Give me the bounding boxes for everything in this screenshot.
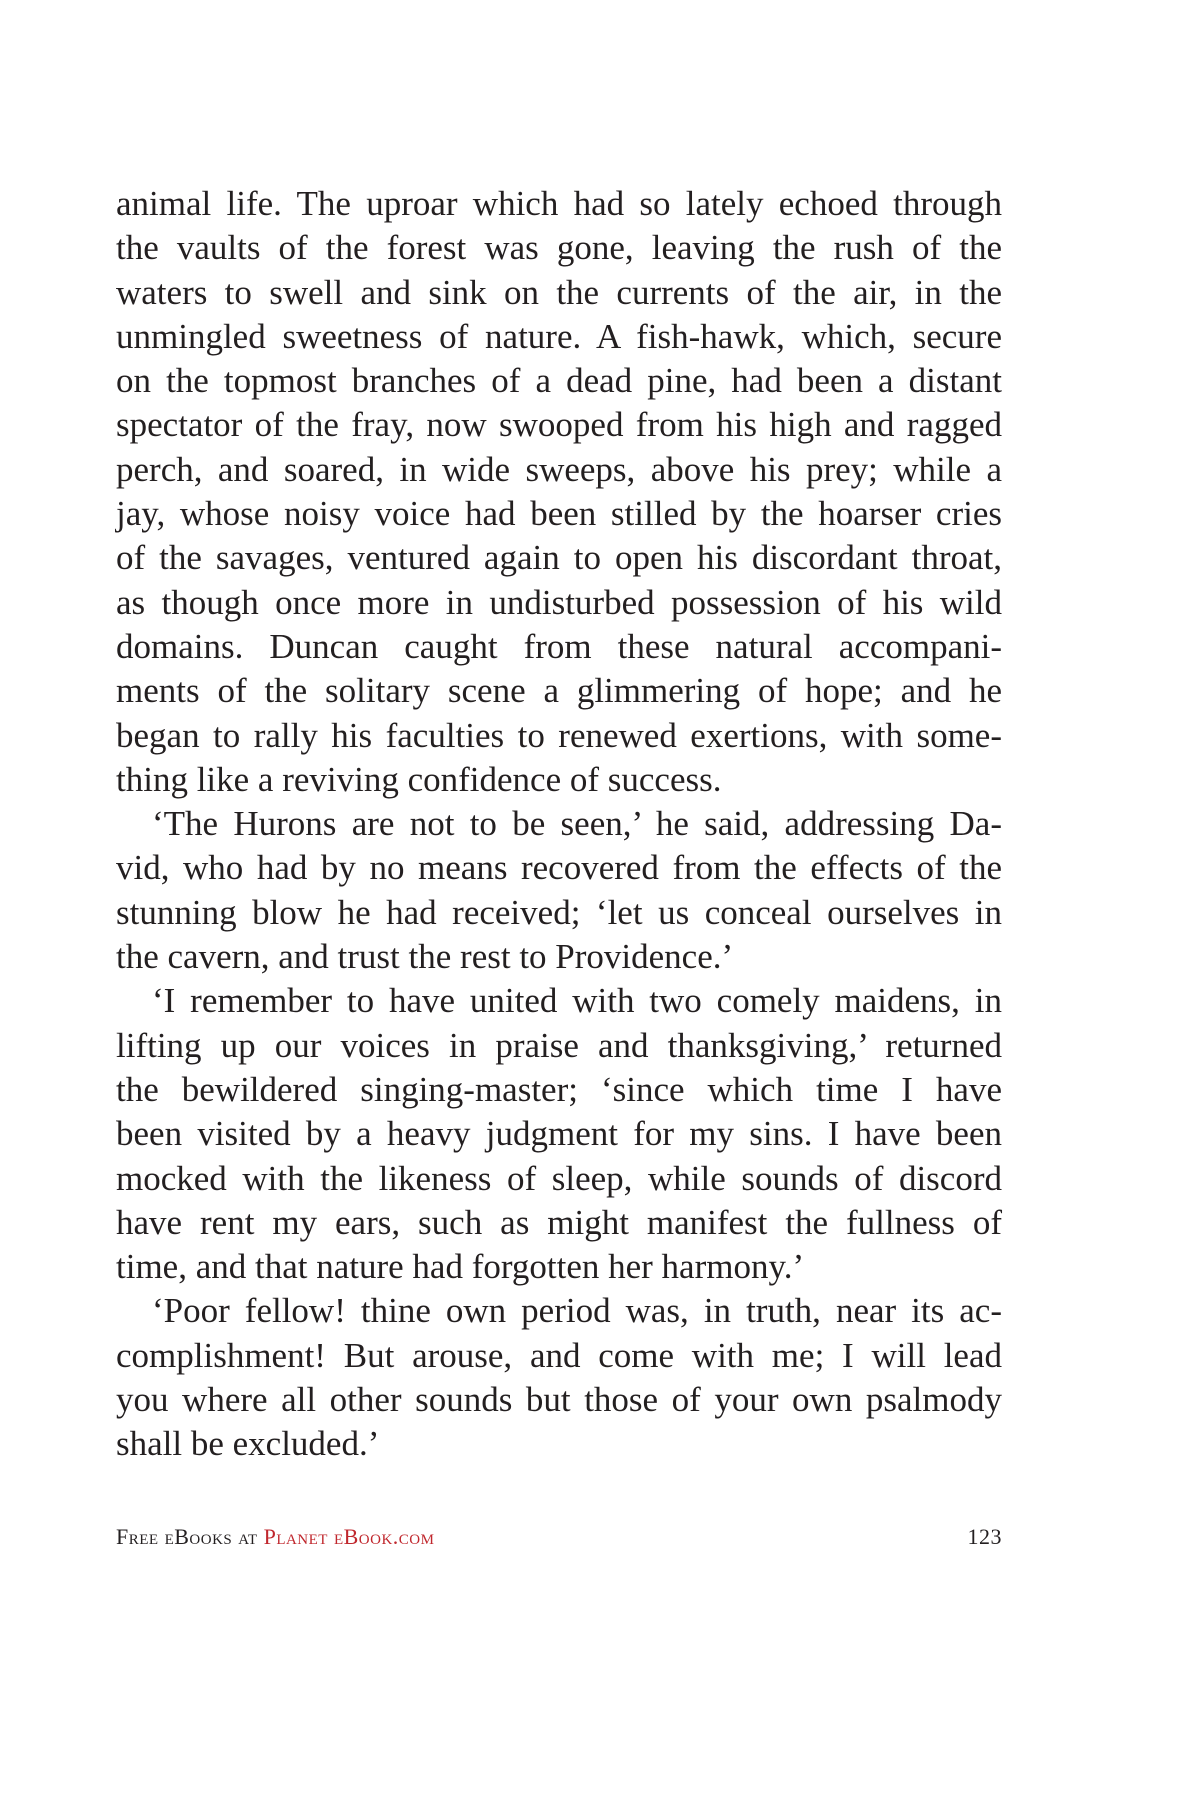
page-number: 123: [967, 1524, 1002, 1549]
footer-brand-link[interactable]: Planet eBook.com: [263, 1524, 435, 1549]
text-line: complishment! But arouse, and come with me; I will lead: [116, 1335, 1002, 1375]
text-line: unmingled sweetness of nature. A fish-hawk, which, secure: [116, 316, 1002, 356]
text-line: jay, whose noisy voice had been stilled by the hoarser cries: [116, 494, 1002, 534]
text-line: ‘Poor fellow! thine own period was, in truth, near its ac-: [152, 1291, 1002, 1331]
text-line: you where all other sounds but those of your own psalmody: [116, 1380, 1002, 1420]
text-line: waters to swell and sink on the currents of the air, in the: [116, 272, 1002, 312]
text-line: thing like a reviving confidence of success.: [116, 759, 722, 799]
text-line: stunning blow he had received; ‘let us conceal ourselves in: [116, 892, 1002, 932]
text-line: time, and that nature had forgotten her harmony.’: [116, 1247, 805, 1287]
text-line: as though once more in undisturbed possession of his wild: [116, 582, 1002, 622]
text-line: of the savages, ventured again to open his discordant throat,: [116, 538, 1002, 578]
text-line: shall be excluded.’: [116, 1424, 380, 1464]
footer-prefix: Free eBooks at: [116, 1524, 264, 1549]
text-line: have rent my ears, such as might manifest the fullness of: [116, 1202, 1002, 1242]
text-line: lifting up our voices in praise and thanksgiving,’ returned: [116, 1025, 1002, 1065]
text-line: animal life. The uproar which had so lately echoed through: [116, 184, 1002, 223]
text-line: spectator of the fray, now swooped from his high and ragged: [116, 405, 1002, 445]
text-line: perch, and soared, in wide sweeps, above his prey; while a: [116, 449, 1002, 489]
text-line: the vaults of the forest was gone, leaving the rush of the: [116, 228, 1002, 268]
text-line: on the topmost branches of a dead pine, had been a distant: [116, 361, 1002, 401]
text-line: ments of the solitary scene a glimmering of hope; and he: [116, 671, 1002, 711]
body-text: [116, 182, 1002, 1467]
text-line: been visited by a heavy judgment for my sins. I have been: [116, 1114, 1002, 1154]
text-line: ‘The Hurons are not to be seen,’ he said, addressing Da-: [152, 804, 1002, 844]
text-line: began to rally his faculties to renewed exertions, with some-: [116, 715, 1002, 755]
text-line: vid, who had by no means recovered from the effects of the: [116, 848, 1002, 888]
text-line: domains. Duncan caught from these natural accompani-: [116, 626, 1002, 666]
text-line: the cavern, and trust the rest to Providence.’: [116, 937, 734, 977]
footer-credit: [116, 1524, 434, 1550]
text-line: the bewildered singing-master; ‘since which time I have: [116, 1069, 1002, 1109]
text-line: ‘I remember to have united with two comely maidens, in: [152, 981, 1002, 1021]
text-line: mocked with the likeness of sleep, while sounds of discord: [116, 1158, 1002, 1198]
page-footer: [116, 1524, 1002, 1564]
